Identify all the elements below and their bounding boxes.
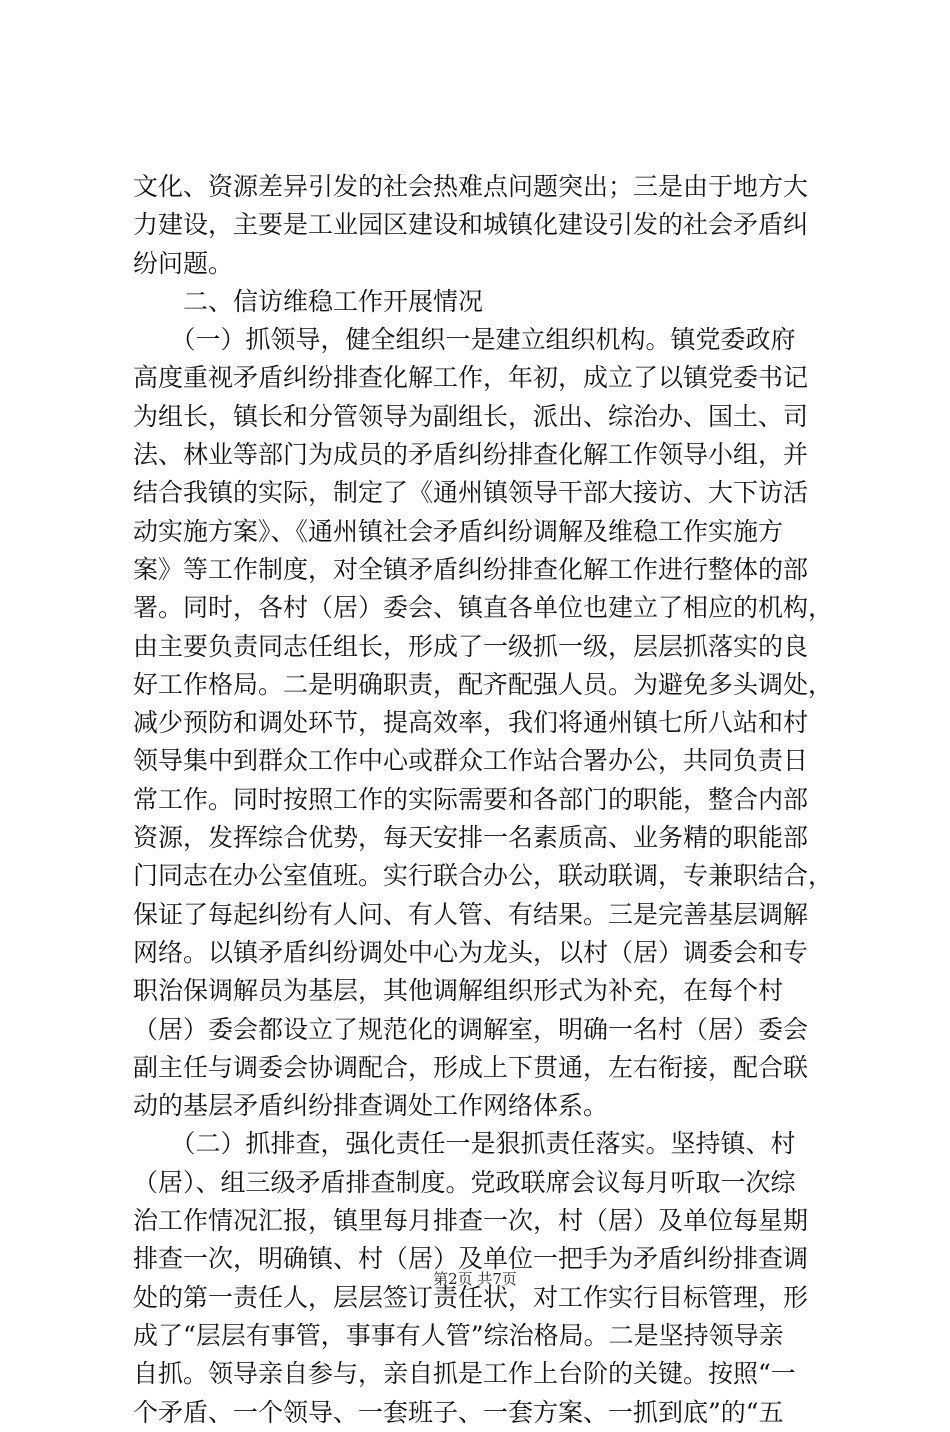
text-line: 署。同时，各村（居）委会、镇直各单位也建立了相应的机构， <box>133 593 834 623</box>
body-text <box>133 168 833 1432</box>
text-line: 自抓。领导亲自参与，亲自抓是工作上台阶的关键。按照“一 <box>133 1359 796 1389</box>
text-line: 案》等工作制度，对全镇矛盾纠纷排查化解工作进行整体的部 <box>133 554 809 584</box>
text-line: 资源，发挥综合优势，每天安排一名素质高、业务精的职能部 <box>133 823 809 853</box>
text-line: 结合我镇的实际，制定了《通州镇领导干部大接访、大下访活 <box>133 478 809 508</box>
text-line: 好工作格局。二是明确职责，配齐配强人员。为避免多头调处， <box>133 669 834 699</box>
text-line: （居）、组三级矛盾排查制度。党政联席会议每月听取一次综 <box>133 1167 796 1197</box>
text-line: 动实施方案》、《通州镇社会矛盾纠纷调解及维稳工作实施方 <box>133 516 784 546</box>
text-line: 成了“层层有事管，事事有人管”综治格局。二是坚持领导亲 <box>133 1320 784 1350</box>
text-line: 由主要负责同志任组长，形成了一级抓一级，层层抓落实的良 <box>133 631 809 661</box>
text-line: 减少预防和调处环节，提高效率，我们将通州镇七所八站和村 <box>133 708 809 738</box>
text-line: 文化、资源差异引发的社会热难点问题突出；三是由于地方大 <box>133 172 809 201</box>
text-line: 个矛盾、一个领导、一套班子、一套方案、一抓到底”的“五 <box>133 1397 784 1427</box>
text-line: 为组长，镇长和分管领导为副组长，派出、综治办、国土、司 <box>133 401 809 431</box>
section-heading: 二、信访维稳工作开展情况 <box>133 286 484 316</box>
text-line: 动的基层矛盾纠纷排查调处工作网络体系。 <box>133 1091 609 1121</box>
text-line: 高度重视矛盾纠纷排查化解工作，年初，成立了以镇党委书记 <box>133 363 809 393</box>
text-line: 副主任与调委会协调配合，形成上下贯通，左右衔接，配合联 <box>133 1052 809 1082</box>
text-line: 保证了每起纠纷有人问、有人管、有结果。三是完善基层调解 <box>133 899 809 929</box>
page-footer <box>0 1268 950 1289</box>
text-line: （居）委会都设立了规范化的调解室，明确一名村（居）委会 <box>133 1014 809 1044</box>
text-line: 领导集中到群众工作中心或群众工作站合署办公，共同负责日 <box>133 746 809 776</box>
text-line: 职治保调解员为基层，其他调解组织形式为补充，在每个村 <box>133 976 784 1006</box>
text-line: （二）抓排查，强化责任一是狠抓责任落实。坚持镇、村 <box>133 1129 796 1159</box>
text-line: 法、林业等部门为成员的矛盾纠纷排查化解工作领导小组，并 <box>133 440 809 470</box>
text-line: （一）抓领导，健全组织一是建立组织机构。镇党委政府 <box>133 325 796 355</box>
text-line: 网络。以镇矛盾纠纷调处中心为龙头，以村（居）调委会和专 <box>133 937 809 967</box>
text-line: 治工作情况汇报，镇里每月排查一次，村（居）及单位每星期 <box>133 1206 809 1236</box>
text-line: 常工作。同时按照工作的实际需要和各部门的职能，整合内部 <box>133 784 809 814</box>
text-line: 排查一次，明确镇、村（居）及单位一把手为矛盾纠纷排查调 <box>133 1244 809 1274</box>
text-line: 力建设，主要是工业园区建设和城镇化建设引发的社会矛盾纠 <box>133 210 809 240</box>
text-line: 处的第一责任人，层层签订责任状，对工作实行目标管理，形 <box>133 1282 809 1312</box>
text-line: 纷问题。 <box>133 248 234 278</box>
text-line: 门同志在办公室值班。实行联合办公，联动联调，专兼职结合， <box>133 861 834 891</box>
page-number: 第2页 共7页 <box>433 1270 517 1288</box>
